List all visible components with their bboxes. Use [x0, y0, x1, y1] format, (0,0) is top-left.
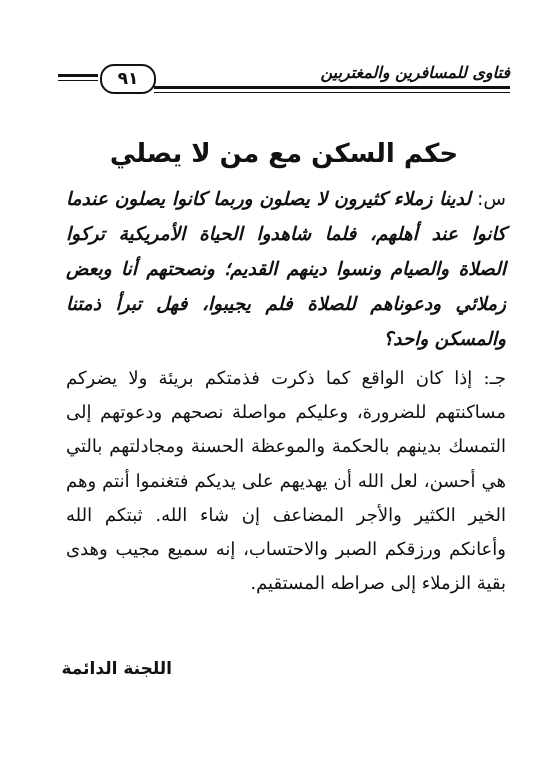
- running-header: [58, 62, 510, 98]
- answer-text: إذا كان الواقع كما ذكرت فذمتكم بريئة ولا يضركم مساكنتهم للضرورة، وعليكم مواصلة نصحهم ودعوتهم إلى التمسك بدينهم بالحكمة والموعظة الحسنة ومجادلتهم بالتي هي أحسن، لعل الله أن يهديهم على يديكم فتغنموا أنتم وهم الخير الكثير والأجر المضاعف إن شاء الله. ثبتكم الله وأعانكم ورزقكم الصبر والاحتساب، إنه سميع مجيب وهدى بقية الزملاء إلى صراطه المستقيم.: [66, 368, 506, 595]
- question-text: لدينا زملاء كثيرون لا يصلون وربما كانوا يصلون عندما كانوا عند أهلهم، فلما شاهدوا الحياة الأمريكية تركوا الصلاة والصيام ونسوا دينهم القديم؛ ونصحتهم أنا وبعض زملائي ودعوناهم للصلاة فلم يجيبوا، فهل تبرأ ذمتنا والمسكن واحد؟: [66, 189, 506, 350]
- question-label: س:: [470, 189, 506, 210]
- question-block: [66, 182, 506, 357]
- header-rule-left: [58, 74, 98, 77]
- signature: اللجنة الدائمة: [61, 659, 172, 679]
- page-number: ٩١: [100, 64, 156, 94]
- header-rule-right: [154, 86, 510, 89]
- section-heading: حكم السكن مع من لا يصلي: [109, 139, 459, 169]
- answer-label: جـ:: [472, 368, 507, 389]
- header-rule-left-thin: [58, 80, 98, 81]
- answer-block: [66, 362, 506, 601]
- book-title: فتاوى للمسافرين والمغتربين: [320, 63, 510, 82]
- header-rule-right-thin: [154, 92, 510, 93]
